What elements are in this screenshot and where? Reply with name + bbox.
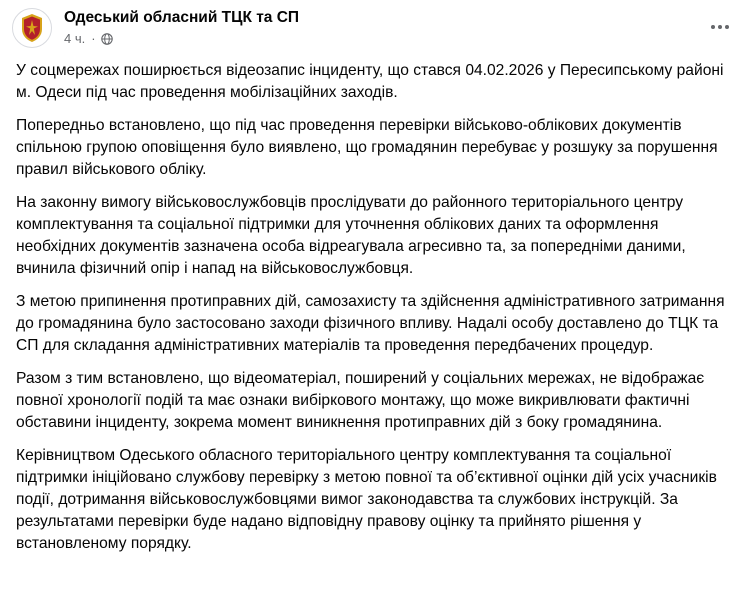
post-time[interactable]: 4 ч. [64, 31, 86, 46]
more-options-button[interactable] [705, 12, 735, 42]
post-paragraph: На законну вимогу військовослужбовців прослідувати до районного територіального центру комплектування та соціальної підтримки для уточнення облікових даних та оформлення необхідних документів зазначена особа відреагувала агресивно та, за попередніми даними, вчинила фізичний опір і напад на військовослужбовця. [16, 194, 686, 277]
post-paragraph: Разом з тим встановлено, що відеоматеріал, поширений у соціальних мережах, не відображає повної хронології подій та має ознаки вибіркового монтажу, що може викривлювати фактичні обставини інциденту, зокрема момент виникнення протиправних дій з боку громадянина. [16, 370, 705, 431]
page-avatar[interactable] [12, 8, 52, 48]
post-paragraph: З метою припинення протиправних дій, самозахисту та здійснення адміністративного затримання до громадянина було застосовано заходи фізичного впливу. Надалі особу доставлено до ТЦК та СП для складання адміністративних матеріалів та проведення передбачених процедур. [16, 293, 725, 354]
more-options-icon [710, 24, 730, 30]
meta-separator: · [91, 31, 96, 46]
post-paragraph: Керівництвом Одеського обласного територіального центру комплектування та соціальної підтримки ініційовано службову перевірку з метою повної та об’єктивної оцінки дій усіх учасників події, дотримання військовослужбовцями вимог законодавства та службових інструкцій. За результатами перевірки буде надано відповідну правову оцінку та прийнято рішення у встановленому порядку. [16, 447, 717, 552]
post-text [16, 60, 738, 566]
author-name[interactable]: Одеський обласний ТЦК та СП [64, 9, 300, 26]
post-header [12, 8, 739, 52]
emblem-avatar-icon [13, 9, 51, 47]
post-meta [64, 31, 113, 46]
globe-icon [101, 33, 113, 45]
post-paragraph: У соцмережах поширюється відеозапис інциденту, що стався 04.02.2026 у Пересипському районі м. Одеси під час проведення мобілізаційних заходів. [16, 62, 724, 101]
post-paragraph: Попередньо встановлено, що під час проведення перевірки військово-облікових документів спільною групою оповіщення було виявлено, що громадянин перебуває у розшуку за порушення правил військового обліку. [16, 117, 718, 178]
